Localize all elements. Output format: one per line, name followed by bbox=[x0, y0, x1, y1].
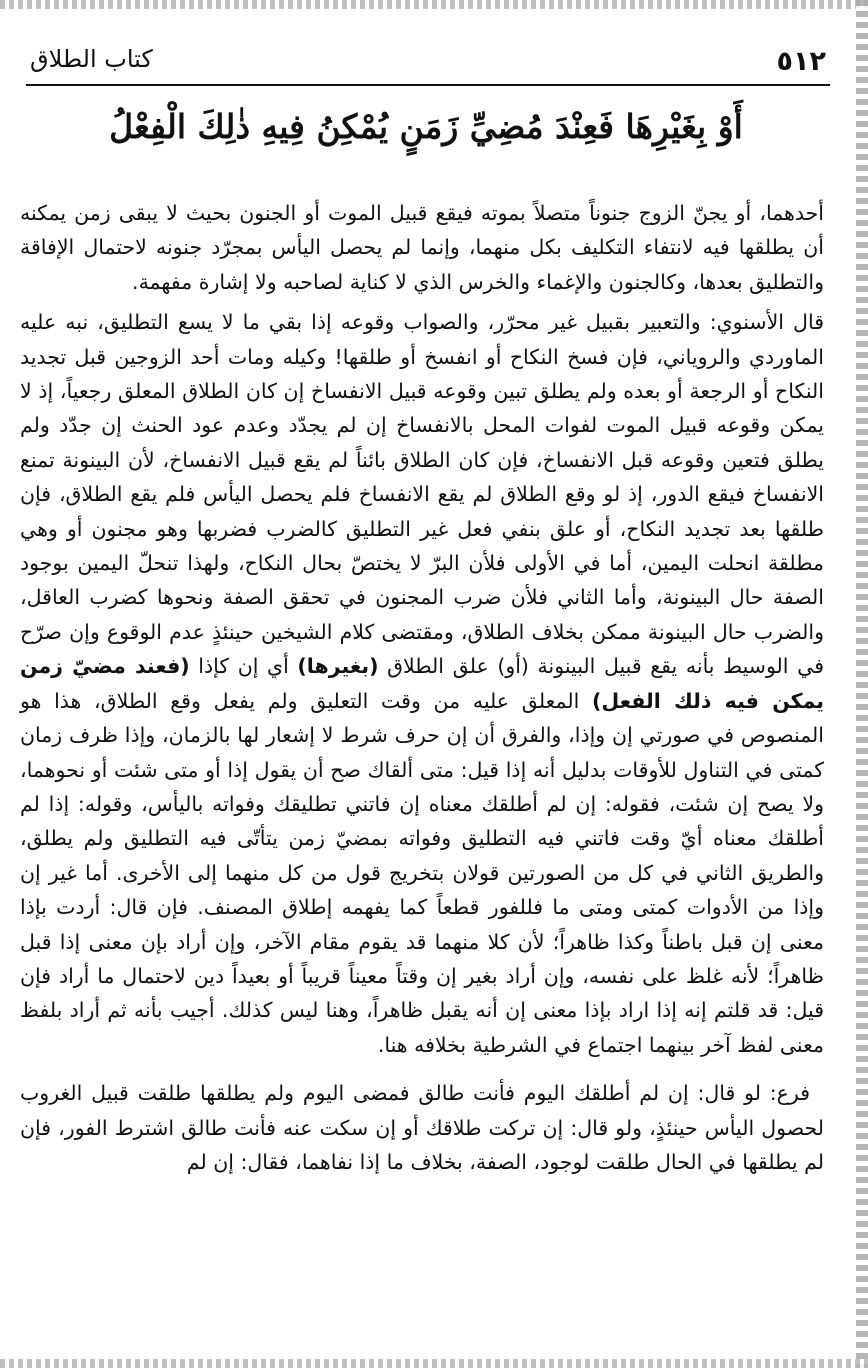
side-ornamental-border bbox=[856, 0, 868, 1368]
book-title: كتاب الطلاق bbox=[30, 45, 153, 73]
paragraph-1: أحدهما، أو يجنّ الزوج جنوناً متصلاً بموته فيقع قبيل الموت أو الجنون بحيث لا يبقى زمن يمكنه أن يطلقها فيه لانتفاء التكليف بكل منهما، وإنما لم يحصل اليأس بمجرّد جنونه لاحتمال الإفاقة والتطليق بعدها، وكالجنون والإغماء والخرس الذي لا كناية لصاحبه ولا إشارة مفهمة. bbox=[20, 201, 824, 294]
matn-quote-1: (بغيرها) bbox=[297, 654, 379, 679]
paragraph-2-mid: أي إن كإذا bbox=[189, 654, 298, 679]
page-number: ٥١٢ bbox=[776, 46, 826, 77]
paragraph-far3: فرع: لو قال: إن لم أطلقك اليوم فأنت طالق فمضى اليوم ولم يطلقها طلقت قبيل الغروب لحصول اليأس حينئذٍ، ولو قال: إن تركت طلاقك أو إن سكت عنه فأنت طالق اشترط الفور، فإن لم يطلقها في الحال طلقت لوجود، الصفة، بخلاف ما إذا نفاهما، فقال: إن لم bbox=[20, 1081, 824, 1174]
bottom-ornamental-border bbox=[0, 1359, 868, 1368]
paragraph-2-rest: المعلق عليه من وقت التعليق ولم يفعل وقع الطلاق، هذا هو المنصوص في صورتي إن وإذا، والفرق أن إن حرف شرط لا إشعار لها بالزمان، وإذا ظرف زمان كمتى في التناول للأوقات بدليل أنه إذا قيل: متى ألقاك صح أن يقول إذا أو متى شئت أو نحوهما، ولا يصح إن شئت، فقوله: إن لم أطلقك معناه إن فاتني تطليقك وفواته باليأس، وقوله: إذا لم أطلقك معناه أيّ وقت فاتني فيه التطليق وفواته بمضيّ زمن يتأتّى فيه التطليق ولم يطلق، والطريق الثاني في كل من الصورتين قولان بتخريج قول من كل منهما إلى الأخرى. أما غير إن وإذا من الأدوات كمتى ومتى ما فللفور قطعاً كما يفهمه إطلاق المصنف. فإن قال: أردت بإذا معنى إن قبل باطناً وكذا ظاهراً؛ لأن كلا منهما قد يقوم مقام الآخر، وإن أراد بإن معنى إذا قبل ظاهراً؛ لأنه غلظ على نفسه، وإن أراد بغير إن وقتاً معيناً قريباً أو بعيداً دين لاحتمال ما أراد فإن قيل: قد قلتم إنه إذا اراد بإذا معنى إن أنه يقبل ظاهراً، وهنا ليس كذلك. أجيب بأنه ثم أراد بلفظ معنى لفظ آخر بينهما اجتماع في الشرطية بخلافه هنا. bbox=[20, 688, 824, 1057]
paragraph-2 bbox=[20, 305, 824, 1062]
page-header bbox=[26, 38, 830, 86]
paragraph-2-text: قال الأسنوي: والتعبير بقبيل غير محرّر، والصواب وقوعه إذا بقي ما لا يسع التطليق، نبه عليه الماوردي والروياني، فإن فسخ النكاح أو انفسخ أو طلقها! وكيله ومات أحد الزوجين قبل تجديد النكاح أو الرجعة أو بعده ولم يطلق تبين وقوعه قبيل الانفساخ إن كان الطلاق المعلق رجعياً، إذ لا يمكن وقوعه قبيل الموت لفوات المحل بالانفساخ إن لم يجدّد وعدم عود الحنث إن جدّد ولم يطلق فتعين وقوعه قبل الانفساخ، فإن كان الطلاق بائناً لم يقع قبيل الانفساخ، لأن البينونة تمنع الانفساخ فيقع الدور، إذ لو وقع الطلاق لم يقع الانفساخ فلم يحصل اليأس فلم يقع الطلاق، فإن طلقها بعد تجديد النكاح، أو علق بنفي فعل غير التطليق كالضرب فضربها وهو مجنون أو وهي مطلقة انحلت اليمين، أما في الأولى فلأن البرّ لا يختصّ بحال النكاح، ولهذا تنحلّ اليمين بوجود الصفة حال البينونة، وأما الثاني فلأن ضرب المجنون في تحقق الصفة ونحوها كضرب العاقل، والضرب حال البينونة ممكن بخلاف الطلاق، ومقتضى كلام الشيخين حينئذٍ عدم الوقوع وإن صرّح في الوسيط بأنه يقع قبيل البينونة (أو) علق الطلاق bbox=[20, 310, 824, 679]
top-ornamental-border bbox=[0, 0, 868, 9]
matn-text: أَوْ بِغَيْرِهَا فَعِنْدَ مُضِيِّ زَمَنٍ يُمْكِنُ فِيهِ ذٰلِكَ الْفِعْلُ bbox=[109, 107, 743, 146]
matn-quote-2: (فعند مضيّ زمن يمكن فيه ذلك الفعل) bbox=[20, 654, 825, 713]
commentary-body bbox=[20, 196, 824, 1179]
